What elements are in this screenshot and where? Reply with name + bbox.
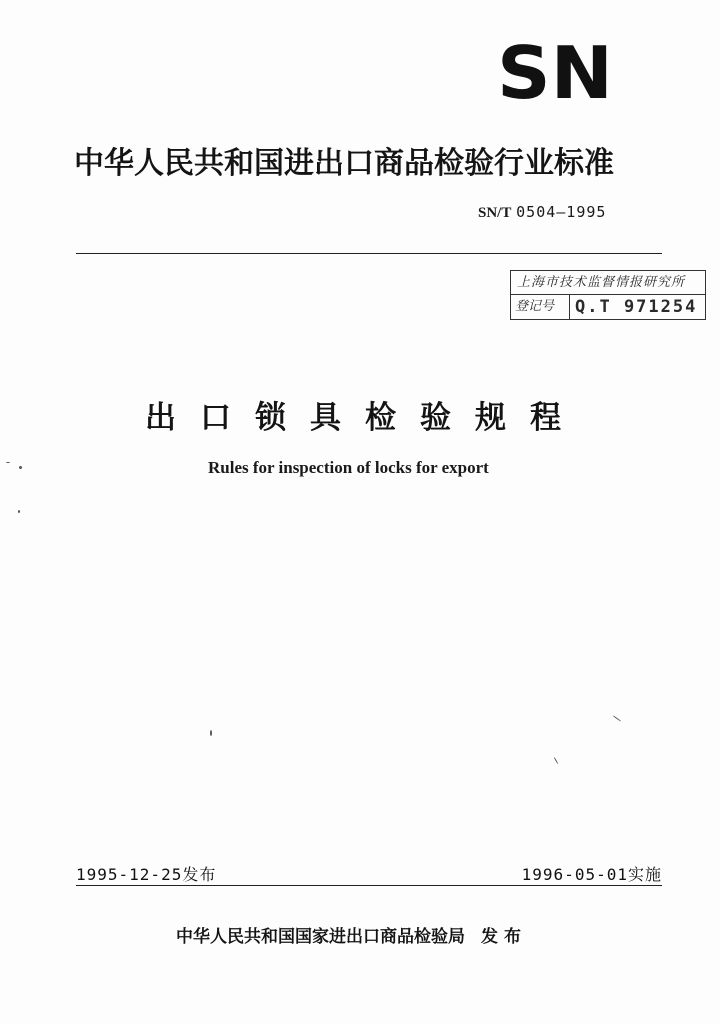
org-title: 中华人民共和国进出口商品检验行业标准 [74,146,614,181]
document-title-chinese: 出口锁具检验规程 [145,400,585,436]
standard-code [478,203,606,222]
stamp-label: 登记号 [515,299,555,314]
stamp-institution: 上海市技术监督情报研究所 [511,271,705,295]
scan-speck [613,715,622,722]
standard-prefix: SN/T [478,205,512,221]
header-divider [76,253,662,254]
publisher-name: 中华人民共和国国家进出口商品检验局 [176,927,465,947]
scan-speck [18,510,20,513]
scan-speck [554,757,559,764]
sn-logo-text: SN [497,40,613,102]
scan-speck [210,730,212,736]
footer-divider [76,885,662,886]
publisher-action: 发布 [481,927,527,947]
stamp-registration-row [511,295,705,319]
standard-number: 0504—1995 [516,203,607,221]
stamp-divider [569,295,570,319]
sn-logo [497,40,613,102]
scan-speck [19,466,22,469]
registration-stamp [510,270,706,320]
implementation-date: 1996-05-01实施 [521,865,662,884]
scan-speck [6,462,10,463]
publisher-line [176,922,527,947]
issue-date: 1995-12-25发布 [76,865,217,884]
sn-logo-graphic [497,40,613,102]
stamp-registration-number: Q.T 971254 [575,297,698,317]
document-title-english: Rules for inspection of locks for export [208,458,489,477]
